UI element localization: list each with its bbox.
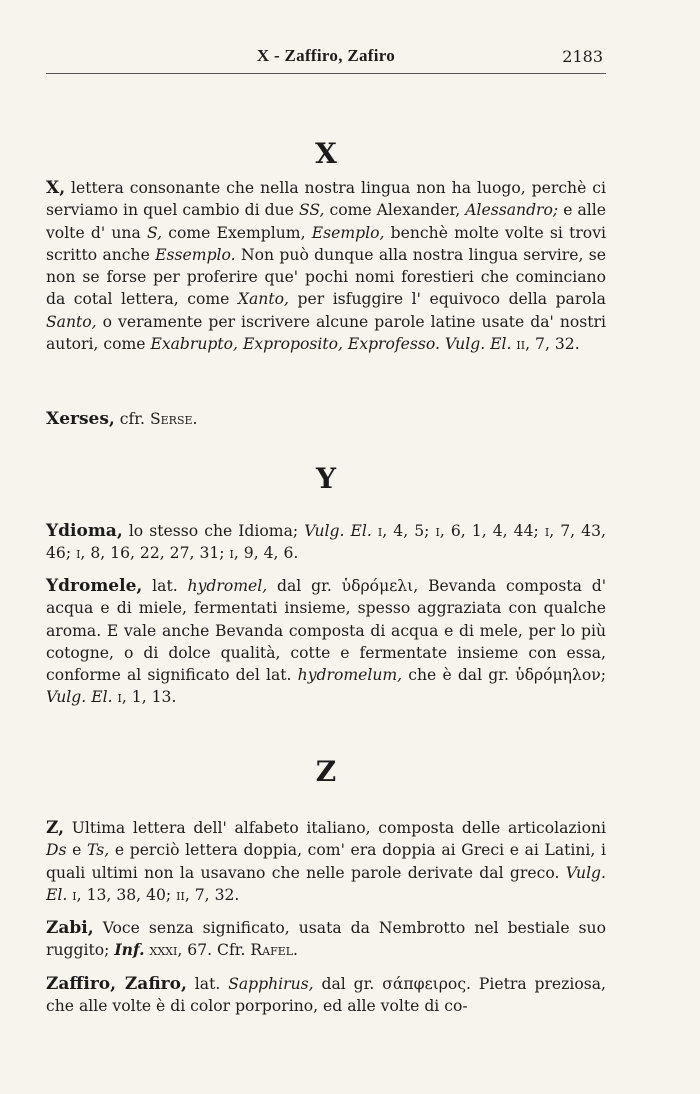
entry-text: , 13, 38, 40; (76, 885, 177, 904)
entry-italic: Esemplo, (311, 223, 385, 242)
header-rule (46, 73, 606, 74)
entry-text: , 8, 16, 22, 27, 31; (80, 544, 230, 563)
entry-text: lettera consonante che nella nostra lingua non ha luogo, perchè ci serviamo in quel cambio di due (46, 179, 606, 220)
entry-text: e (66, 841, 87, 860)
entry-text: lat. (186, 975, 229, 993)
entry-italic: Vulg. El. (46, 688, 113, 707)
entry-text: e alle volte d' una (46, 201, 606, 242)
entry-zabi (46, 917, 606, 962)
entry-smallcaps: Rafel. (250, 941, 298, 960)
entry-italic: Alessandro; (465, 201, 559, 220)
entry-smallcaps: i (229, 544, 234, 563)
entry-smallcaps: i (544, 522, 550, 540)
entry-smallcaps: xxxi (149, 941, 178, 960)
entry-smallcaps: i (377, 522, 383, 540)
entry-text: o veramente per iscrivere alcune parole latine usate da' nostri autori, come (46, 312, 606, 354)
entry-text: , 6, 1, 4, 44; (439, 522, 545, 540)
entry-italic: Essemplo. (155, 245, 236, 264)
entry-text: , 1, 13. (121, 688, 177, 707)
entry-text: Voce senza significato, usata da Nembrotto nel bestiale suo ruggito; (46, 919, 606, 960)
entry-text: come Alexander, (324, 201, 466, 220)
entry-xerses (46, 408, 606, 430)
entry-z (46, 817, 606, 906)
entry-italic: S, (146, 223, 163, 242)
entry-text: cfr. (114, 410, 150, 428)
running-title: X - Zaffiro, Zafiro (256, 46, 396, 65)
entry-text: che è dal gr. ὑδρόμηλον; (402, 666, 606, 685)
entry-smallcaps: ii (176, 885, 185, 904)
headword: X, (46, 178, 66, 198)
entry-smallcaps: i (72, 885, 77, 904)
entry-text: , 7, 32. (184, 885, 240, 904)
entry-italic: SS, (298, 201, 325, 220)
entry-italic: Exabrupto, Exproposito, Exprofesso. Vulg. El. (150, 335, 512, 354)
page-number: 2183 (562, 47, 603, 66)
entry-smallcaps: i (117, 688, 122, 707)
entry-italic: Inf. (114, 940, 145, 960)
entry-italic: hydromelum, (297, 666, 403, 685)
entry-text: , 7, 32. (525, 335, 580, 354)
entry-italic: Santo, (46, 312, 97, 331)
entry-text: dal gr. ὑδρόμελι, Bevanda composta d' acqua e di miele, fermentati insieme, spesso aggraziata con qualche aroma. E vale anche Bevanda composta di acqua e di mele, per lo più cotogne, o di dolce qualità, cotte e fermentate insieme con essa, conforme al significato del lat. (46, 577, 606, 685)
entry-smallcaps: i (76, 544, 81, 563)
entry-italic: Xanto, (237, 290, 289, 309)
entry-text: come Exemplum, (162, 223, 312, 242)
entry-italic: Ds (46, 841, 67, 860)
headword: Ydioma, (46, 521, 123, 541)
headword: Zabi, (46, 918, 94, 938)
entry-smallcaps: i (435, 522, 440, 540)
entry-text: , 67. Cfr. (177, 941, 251, 960)
entry-text: lo stesso che Idioma; (122, 522, 305, 540)
entry-text: lat. (142, 577, 188, 595)
section-heading-y: Y (316, 462, 336, 495)
entry-text: Non può dunque alla nostra lingua servire, se non se forse per proferire que' pochi nomi forestieri che cominciano da cotal lettera, come (46, 245, 607, 309)
headword: Z, (46, 818, 65, 838)
entry-text: per isfuggire l' equivoco della parola (288, 290, 606, 309)
entry-smallcaps: ii (516, 335, 526, 354)
entry-italic: Vulg. El. (304, 522, 372, 540)
section-heading-z: Z (315, 755, 337, 788)
entry-italic: Vulg. El. (46, 863, 606, 904)
entry-text: dal gr. σάπφειρος. Pietra preziosa, che alle volte è di color porporino, ed alle volte di co- (46, 975, 607, 1016)
entry-smallcaps: Serse. (149, 410, 198, 428)
entry-italic: Ts, (87, 841, 110, 860)
entry-text: , 9, 4, 6. (233, 544, 299, 563)
entry-italic: Sapphirus, (228, 975, 314, 993)
headword: Ydromele, (46, 576, 143, 596)
headword: Zaffiro, Zafiro, (46, 974, 187, 994)
entry-zaffiro (46, 973, 606, 1018)
entry-ydioma (46, 520, 606, 565)
entry-text: benchè molte volte si trovi scritto anche (46, 223, 606, 264)
entry-x (46, 177, 606, 355)
entry-text: , 4, 5; (382, 522, 436, 540)
entry-text: Ultima lettera dell' alfabeto italiano, composta delle articolazioni (64, 819, 606, 837)
entry-text: , 7, 43, 46; (46, 522, 606, 563)
headword: Xerses, (46, 409, 115, 429)
section-heading-x: X (315, 137, 337, 170)
entry-italic: hydromel, (187, 577, 268, 595)
entry-ydromele (46, 575, 606, 709)
entry-text: e perciò lettera doppia, com' era doppia ai Greci e ai Latini, i quali ultimi non la usavano che nelle parole derivate dal greco. (46, 841, 606, 882)
